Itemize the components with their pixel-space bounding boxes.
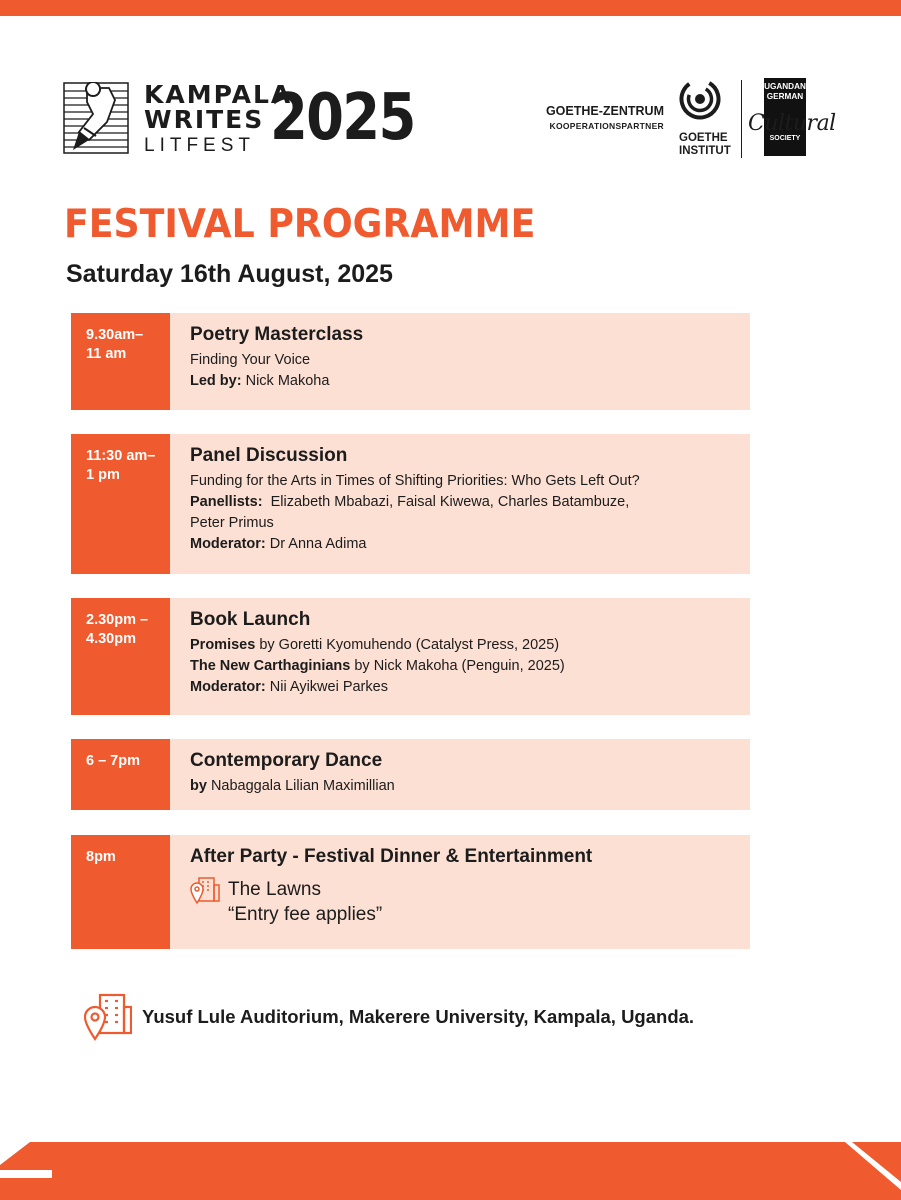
event-details	[170, 313, 750, 410]
led-by-name: Nick Makoha	[241, 373, 330, 389]
festival-logo	[63, 80, 415, 160]
moderator-name: Dr Anna Adima	[265, 536, 367, 552]
moderator-label: Moderator:	[190, 536, 266, 552]
logo-line-kampala: KAMPALA	[144, 80, 293, 109]
ugcs-words	[764, 82, 806, 101]
event-performer	[190, 776, 740, 797]
event-time-start: 2.30pm –	[86, 612, 149, 628]
event-time	[71, 739, 170, 810]
book-promises	[190, 635, 740, 656]
event-row-panel-discussion	[71, 434, 750, 574]
book-title: Promises	[190, 637, 256, 653]
event-time	[71, 598, 170, 715]
goethe-institut-line2: INSTITUT	[679, 144, 731, 157]
event-time-start: 6 – 7pm	[86, 753, 140, 769]
event-time-start: 9.30am–	[86, 327, 144, 343]
event-subtitle: Finding Your Voice	[190, 352, 311, 368]
location-building-icon	[84, 992, 132, 1042]
book-details: by Goretti Kyomuhendo (Catalyst Press, 2025)	[255, 637, 560, 653]
event-subtitle: Funding for the Arts in Times of Shifting Priorities: Who Gets Left Out?	[190, 473, 640, 489]
goethe-zentrum-subtitle: KOOPERATIONSPARTNER	[549, 120, 664, 131]
pencil-emblem-icon	[63, 82, 129, 154]
event-details	[170, 598, 750, 715]
book-new-carthaginians	[190, 656, 740, 677]
event-row-after-party	[71, 835, 750, 949]
event-title: Poetry Masterclass	[190, 324, 364, 345]
goethe-institut-label	[679, 132, 731, 157]
page-title: FESTIVAL PROGRAMME	[64, 202, 536, 247]
ugcs-line-german: GERMAN	[766, 91, 804, 101]
event-time	[71, 434, 170, 574]
festival-year: 2025	[270, 81, 415, 155]
ugcs-script-cultural: Cultural	[748, 111, 836, 136]
goethe-spiral-icon	[679, 78, 721, 120]
ugcs-line-society: SOCIETY	[769, 135, 801, 142]
event-time-start: 8pm	[86, 849, 116, 865]
event-time	[71, 313, 170, 410]
goethe-zentrum-label	[527, 105, 664, 130]
location-building-icon	[190, 875, 220, 905]
book-details: by Nick Makoha (Penguin, 2025)	[350, 658, 565, 674]
event-details	[170, 434, 750, 574]
logo-line-litfest: LITFEST	[144, 135, 256, 156]
event-row-contemporary-dance	[71, 739, 750, 810]
book-title: The New Carthaginians	[190, 658, 351, 674]
logo-divider	[741, 80, 742, 158]
event-details	[170, 835, 750, 949]
goethe-institut-line1: GOETHE	[679, 132, 728, 144]
event-title: Book Launch	[190, 609, 311, 630]
logo-line-writes: WRITES	[144, 105, 265, 134]
location-text: Yusuf Lule Auditorium, Makerere University, Kampala, Uganda.	[142, 1006, 695, 1027]
event-row-poetry-masterclass	[71, 313, 750, 410]
event-moderator	[190, 677, 740, 698]
bottom-accent-band	[0, 1120, 901, 1200]
event-details	[170, 739, 750, 810]
moderator-name: Nii Ayikwei Parkes	[265, 679, 388, 695]
venue-name: The Lawns	[228, 879, 321, 900]
event-led-by	[190, 371, 740, 392]
by-label: by	[190, 778, 207, 794]
event-time-end: 1 pm	[86, 467, 120, 483]
event-title: Panel Discussion	[190, 445, 348, 466]
event-moderator	[190, 534, 740, 555]
entry-fee-note: “Entry fee applies”	[228, 904, 383, 925]
event-title: After Party - Festival Dinner & Entertainment	[190, 846, 593, 867]
top-accent-bar	[0, 0, 901, 16]
event-row-book-launch	[71, 598, 750, 715]
festival-location	[84, 992, 694, 1042]
panellists-label: Panellists:	[190, 494, 263, 510]
event-venue	[190, 877, 740, 927]
performer-name: Nabaggala Lilian Maximillian	[206, 778, 395, 794]
event-panellists-cont: Peter Primus	[190, 515, 274, 531]
programme-date: Saturday 16th August, 2025	[66, 260, 393, 288]
moderator-label: Moderator:	[190, 679, 266, 695]
event-time-end: 4.30pm	[86, 631, 136, 647]
venue-text-group	[228, 877, 382, 927]
panellists-names: Elizabeth Mbabazi, Faisal Kiwewa, Charles Batambuze,	[262, 494, 630, 510]
ugcs-line-ugandan: UGANDAN	[764, 82, 806, 91]
event-time-start: 11:30 am–	[86, 448, 156, 464]
event-time-end: 11 am	[86, 346, 127, 362]
event-panellists	[190, 492, 740, 513]
event-title: Contemporary Dance	[190, 750, 383, 771]
event-time	[71, 835, 170, 949]
goethe-zentrum-name: GOETHE-ZENTRUM	[545, 104, 664, 118]
led-by-label: Led by:	[190, 373, 242, 389]
